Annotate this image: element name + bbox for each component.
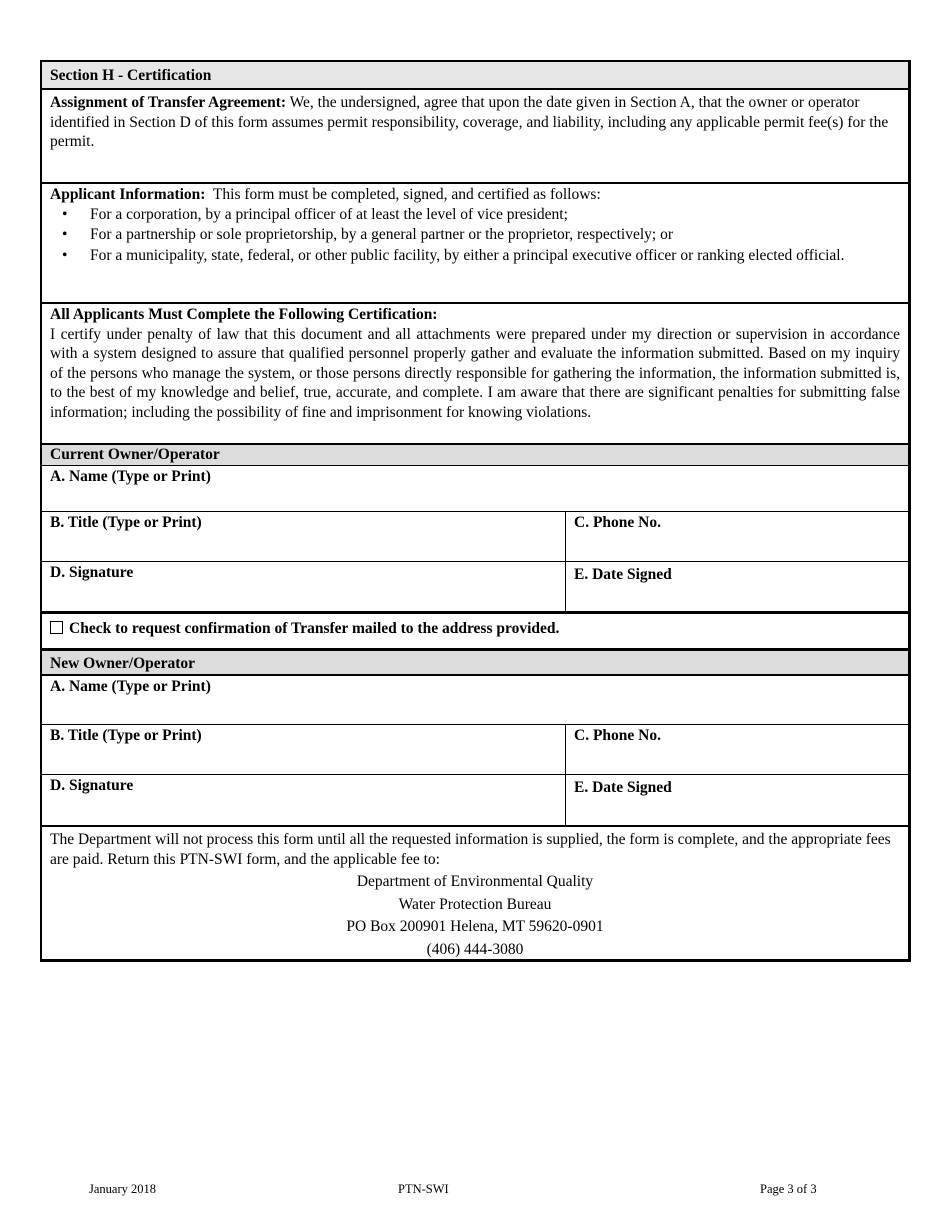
- closing-text: The Department will not process this form until all the requested information is supplied, the form is complete, and the appropriate fees are paid. Return this PTN-SWI form, and the applicable fee to:: [50, 831, 891, 868]
- footer-form-id: PTN-SWI: [398, 1182, 449, 1196]
- new-title-field[interactable]: B. Title (Type or Print): [42, 725, 566, 774]
- applicant-bullet-list: [50, 205, 900, 266]
- current-signature-field[interactable]: D. Signature: [42, 562, 566, 611]
- current-name-row: [42, 466, 908, 512]
- current-owner-heading: Current Owner/Operator: [42, 445, 908, 466]
- bullet-icon: •: [62, 226, 68, 243]
- certification-block: [42, 304, 908, 445]
- certification-form: [40, 60, 911, 962]
- new-signature-field[interactable]: D. Signature: [42, 775, 566, 825]
- bullet-icon: •: [62, 246, 68, 264]
- list-item: • For a municipality, state, federal, or other public facility, by either a principal executive officer or ranking elected official.: [62, 246, 845, 264]
- new-owner-heading: New Owner/Operator: [42, 651, 908, 676]
- list-item: • For a partnership or sole proprietorship, by a general partner or the proprietor, respectively; or: [62, 226, 674, 243]
- confirmation-label: Check to request confirmation of Transfer mailed to the address provided.: [69, 620, 560, 637]
- new-title-phone-row: [42, 725, 908, 775]
- footer-page-number: Page 3 of 3: [760, 1182, 817, 1196]
- footer-date: January 2018: [89, 1182, 156, 1196]
- applicant-text: This form must be completed, signed, and certified as follows:: [205, 186, 601, 203]
- current-date-field[interactable]: E. Date Signed: [574, 566, 672, 583]
- new-name-field[interactable]: A. Name (Type or Print): [50, 678, 211, 695]
- new-name-row: [42, 676, 908, 725]
- new-signature-date-row: [42, 775, 908, 827]
- address-line-bureau: Water Protection Bureau: [398, 895, 552, 913]
- mailing-address: [50, 871, 900, 961]
- applicant-block: [42, 184, 908, 304]
- address-line-po-box: PO Box 200901 Helena, MT 59620-0901: [346, 918, 604, 935]
- section-title: Section H - Certification: [42, 62, 908, 90]
- new-date-field[interactable]: E. Date Signed: [574, 779, 672, 796]
- confirmation-row: [42, 614, 908, 651]
- address-line-phone: (406) 444-3080: [426, 940, 524, 958]
- assignment-text: We, the undersigned, agree that upon the date given in Section A, that the owner or operator identified in Section D of this form assumes permit responsibility, coverage, and liability, including any applicable permit fee(s) for the permit.: [50, 94, 889, 150]
- list-item: • For a corporation, by a principal officer of at least the level of vice president;: [62, 205, 568, 223]
- assignment-label: Assignment of Transfer Agreement:: [50, 94, 287, 111]
- assignment-block: [42, 90, 908, 184]
- applicant-label: Applicant Information:: [50, 186, 206, 203]
- closing-block: [42, 827, 908, 959]
- certification-text: I certify under penalty of law that this document and all attachments were prepared under my direction or supervision in accordance with a system designed to assure that qualified personnel properly gather and evaluate the information submitted. Based on my inquiry of the persons who manage the system, or those persons directly responsible for gathering the information, the information submitted is, to the best of my knowledge and belief, true, accurate, and complete. I am aware that there are significant penalties for submitting false information; including the possibility of fine and imprisonment for knowing violations.: [50, 325, 900, 421]
- current-title-phone-row: [42, 512, 908, 562]
- current-name-field[interactable]: A. Name (Type or Print): [50, 468, 211, 485]
- bullet-icon: •: [62, 205, 68, 223]
- certification-heading: All Applicants Must Complete the Following Certification:: [50, 306, 438, 323]
- new-phone-field[interactable]: C. Phone No.: [574, 727, 661, 744]
- address-line-department: Department of Environmental Quality: [356, 873, 594, 890]
- current-phone-field[interactable]: C. Phone No.: [574, 514, 661, 531]
- current-title-field[interactable]: B. Title (Type or Print): [42, 512, 566, 561]
- current-signature-date-row: [42, 562, 908, 614]
- confirmation-checkbox[interactable]: [50, 621, 63, 634]
